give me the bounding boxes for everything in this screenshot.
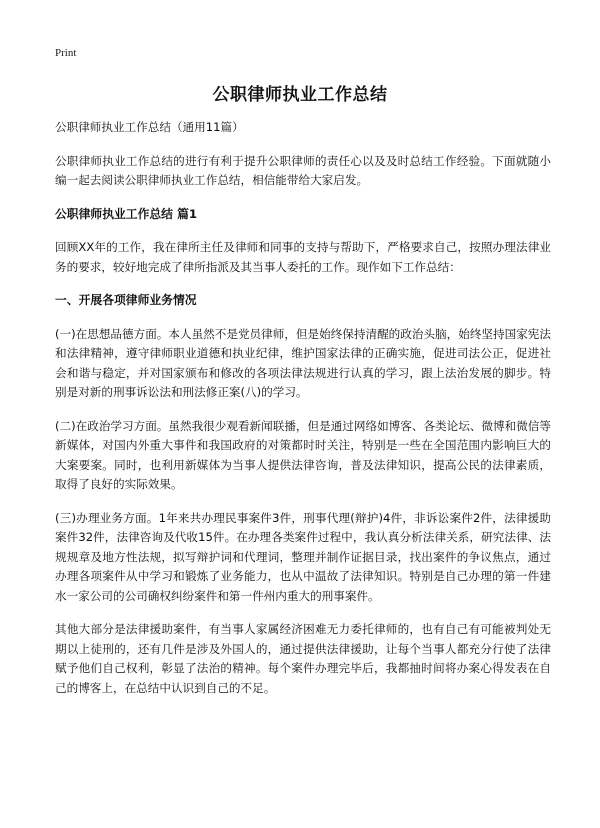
- page-title: 公职律师执业工作总结: [212, 85, 388, 105]
- opening-paragraph: 回顾XX年的工作，我在律所主任及律师和同事的支持与帮助下，严格要求自己，按照办理法律业务的要求，较好地完成了律所指派及其当事人委托的工作。现作如下工作总结：: [55, 240, 551, 274]
- print-link[interactable]: Print: [55, 47, 77, 59]
- paragraph-ideology: (一)在思想品德方面。本人虽然不是党员律师，但是始终保持清醒的政治头脑，始终坚持国家宪法和法律精神，遵守律师职业道德和执业纪律，维护国家法律的正确实施，促进司法公正，促进社会和谐与稳定，并对国家颁布和修改的各项法律法规进行认真的学习，跟上法治发展的脚步。特别是对新的刑事诉讼法和刑法修正案(八)的学习。: [55, 326, 551, 399]
- document-body: [55, 118, 551, 712]
- section-heading: 公职律师执业工作总结 篇1: [55, 206, 198, 221]
- document-subtitle: 公职律师执业工作总结（通用11篇）: [55, 120, 244, 134]
- intro-paragraph: 公职律师执业工作总结的进行有利于提升公职律师的责任心以及及时总结工作经验。下面就随小编一起去阅读公职律师执业工作总结，相信能带给大家启发。: [55, 153, 551, 187]
- paragraph-political-study: (二)在政治学习方面。虽然我很少观看新闻联播，但是通过网络如博客、各类论坛、微博和微信等新媒体，对国内外重大事件和我国政府的对策都时时关注，特别是一些在全国范围内影响巨大的大案要案。同时，也利用新媒体为当事人提供法律咨询，普及法律知识，提高公民的法律素质，取得了良好的实际效果。: [55, 418, 551, 491]
- paragraph-legal-aid: 其他大部分是法律援助案件，有当事人家属经济困难无力委托律师的，也有自己有可能被判处无期以上徒刑的，还有几件是涉及外国人的，通过提供法律援助，让每个当事人都充分行使了法律赋予他们自己权利，彰显了法治的精神。每个案件办理完毕后，我都抽时间将办案心得发表在自己的博客上，在总结中认识到自己的不足。: [55, 622, 551, 695]
- subheading-business: 一、开展各项律师业务情况: [55, 293, 197, 307]
- paragraph-business-handling: (三)办理业务方面。1年来共办理民事案件3件，刑事代理(辩护)4件，非诉讼案件2件，法律援助案件32件，法律咨询及代收15件。在办理各类案件过程中，我认真分析法律关系，研究法律、法规规章及地方性法规，拟写辩护词和代理词，整理并制作证据目录，找出案件的争议焦点，通过办理各项案件从中学习和锻炼了业务能力，也从中温故了法律知识。特别是自己办理的第一件建水一家公司的公司确权纠纷案件和第一件州内重大的刑事案件。: [55, 510, 551, 603]
